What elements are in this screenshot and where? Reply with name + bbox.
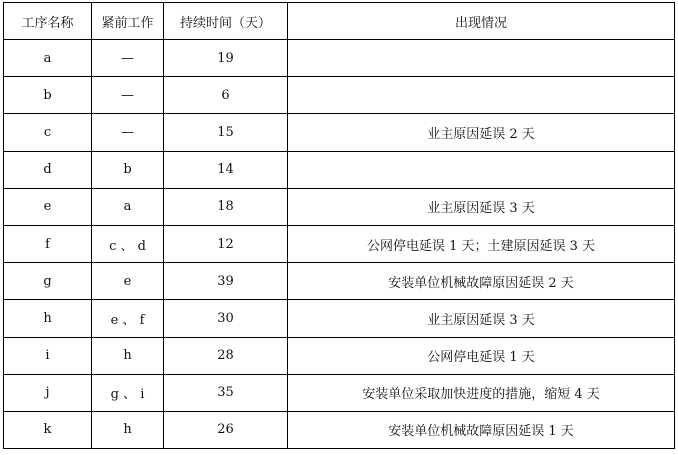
cell-situation: 业主原因延误 3 天 (288, 300, 675, 337)
cell-name: g (4, 263, 92, 300)
cell-name: i (4, 337, 92, 374)
table-row (4, 151, 675, 188)
cell-situation (288, 77, 675, 114)
cell-predecessor: e 、 f (92, 300, 164, 337)
cell-situation: 业主原因延误 3 天 (288, 188, 675, 225)
table-row (4, 77, 675, 114)
cell-predecessor: — (92, 40, 164, 77)
cell-predecessor: h (92, 337, 164, 374)
table-row (4, 225, 675, 262)
work-schedule-table (3, 2, 675, 449)
cell-situation: 安装单位采取加快进度的措施，缩短 4 天 (288, 374, 675, 411)
table-header (4, 3, 675, 40)
cell-predecessor: g 、 i (92, 374, 164, 411)
table-row (4, 337, 675, 374)
cell-duration: 12 (164, 225, 288, 262)
cell-name: b (4, 77, 92, 114)
cell-name: f (4, 225, 92, 262)
table-row (4, 188, 675, 225)
cell-duration: 26 (164, 411, 288, 448)
cell-name: d (4, 151, 92, 188)
table-row (4, 411, 675, 448)
cell-predecessor: — (92, 114, 164, 151)
cell-name: c (4, 114, 92, 151)
cell-duration: 39 (164, 263, 288, 300)
cell-duration: 18 (164, 188, 288, 225)
cell-situation: 公网停电延误 1 天 (288, 337, 675, 374)
table-row (4, 114, 675, 151)
cell-predecessor: — (92, 77, 164, 114)
table-row (4, 263, 675, 300)
header-duration: 持续时间（天） (164, 3, 288, 40)
cell-situation: 业主原因延误 2 天 (288, 114, 675, 151)
cell-name: j (4, 374, 92, 411)
cell-duration: 19 (164, 40, 288, 77)
table-body (4, 40, 675, 449)
cell-name: a (4, 40, 92, 77)
cell-name: h (4, 300, 92, 337)
header-situation: 出现情况 (288, 3, 675, 40)
cell-duration: 28 (164, 337, 288, 374)
cell-situation: 公网停电延误 1 天；土建原因延误 3 天 (288, 225, 675, 262)
header-row (4, 3, 675, 40)
cell-duration: 35 (164, 374, 288, 411)
cell-name: e (4, 188, 92, 225)
cell-predecessor: a (92, 188, 164, 225)
cell-situation: 安装单位机械故障原因延误 1 天 (288, 411, 675, 448)
cell-predecessor: h (92, 411, 164, 448)
work-schedule-table-wrap (3, 2, 675, 449)
header-predecessor: 紧前工作 (92, 3, 164, 40)
table-row (4, 374, 675, 411)
cell-duration: 15 (164, 114, 288, 151)
cell-duration: 14 (164, 151, 288, 188)
cell-predecessor: b (92, 151, 164, 188)
cell-duration: 6 (164, 77, 288, 114)
cell-name: k (4, 411, 92, 448)
cell-predecessor: e (92, 263, 164, 300)
cell-predecessor: c 、 d (92, 225, 164, 262)
cell-situation: 安装单位机械故障原因延误 2 天 (288, 263, 675, 300)
table-row (4, 300, 675, 337)
table-row (4, 40, 675, 77)
header-name: 工序名称 (4, 3, 92, 40)
cell-situation (288, 40, 675, 77)
cell-duration: 30 (164, 300, 288, 337)
cell-situation (288, 151, 675, 188)
